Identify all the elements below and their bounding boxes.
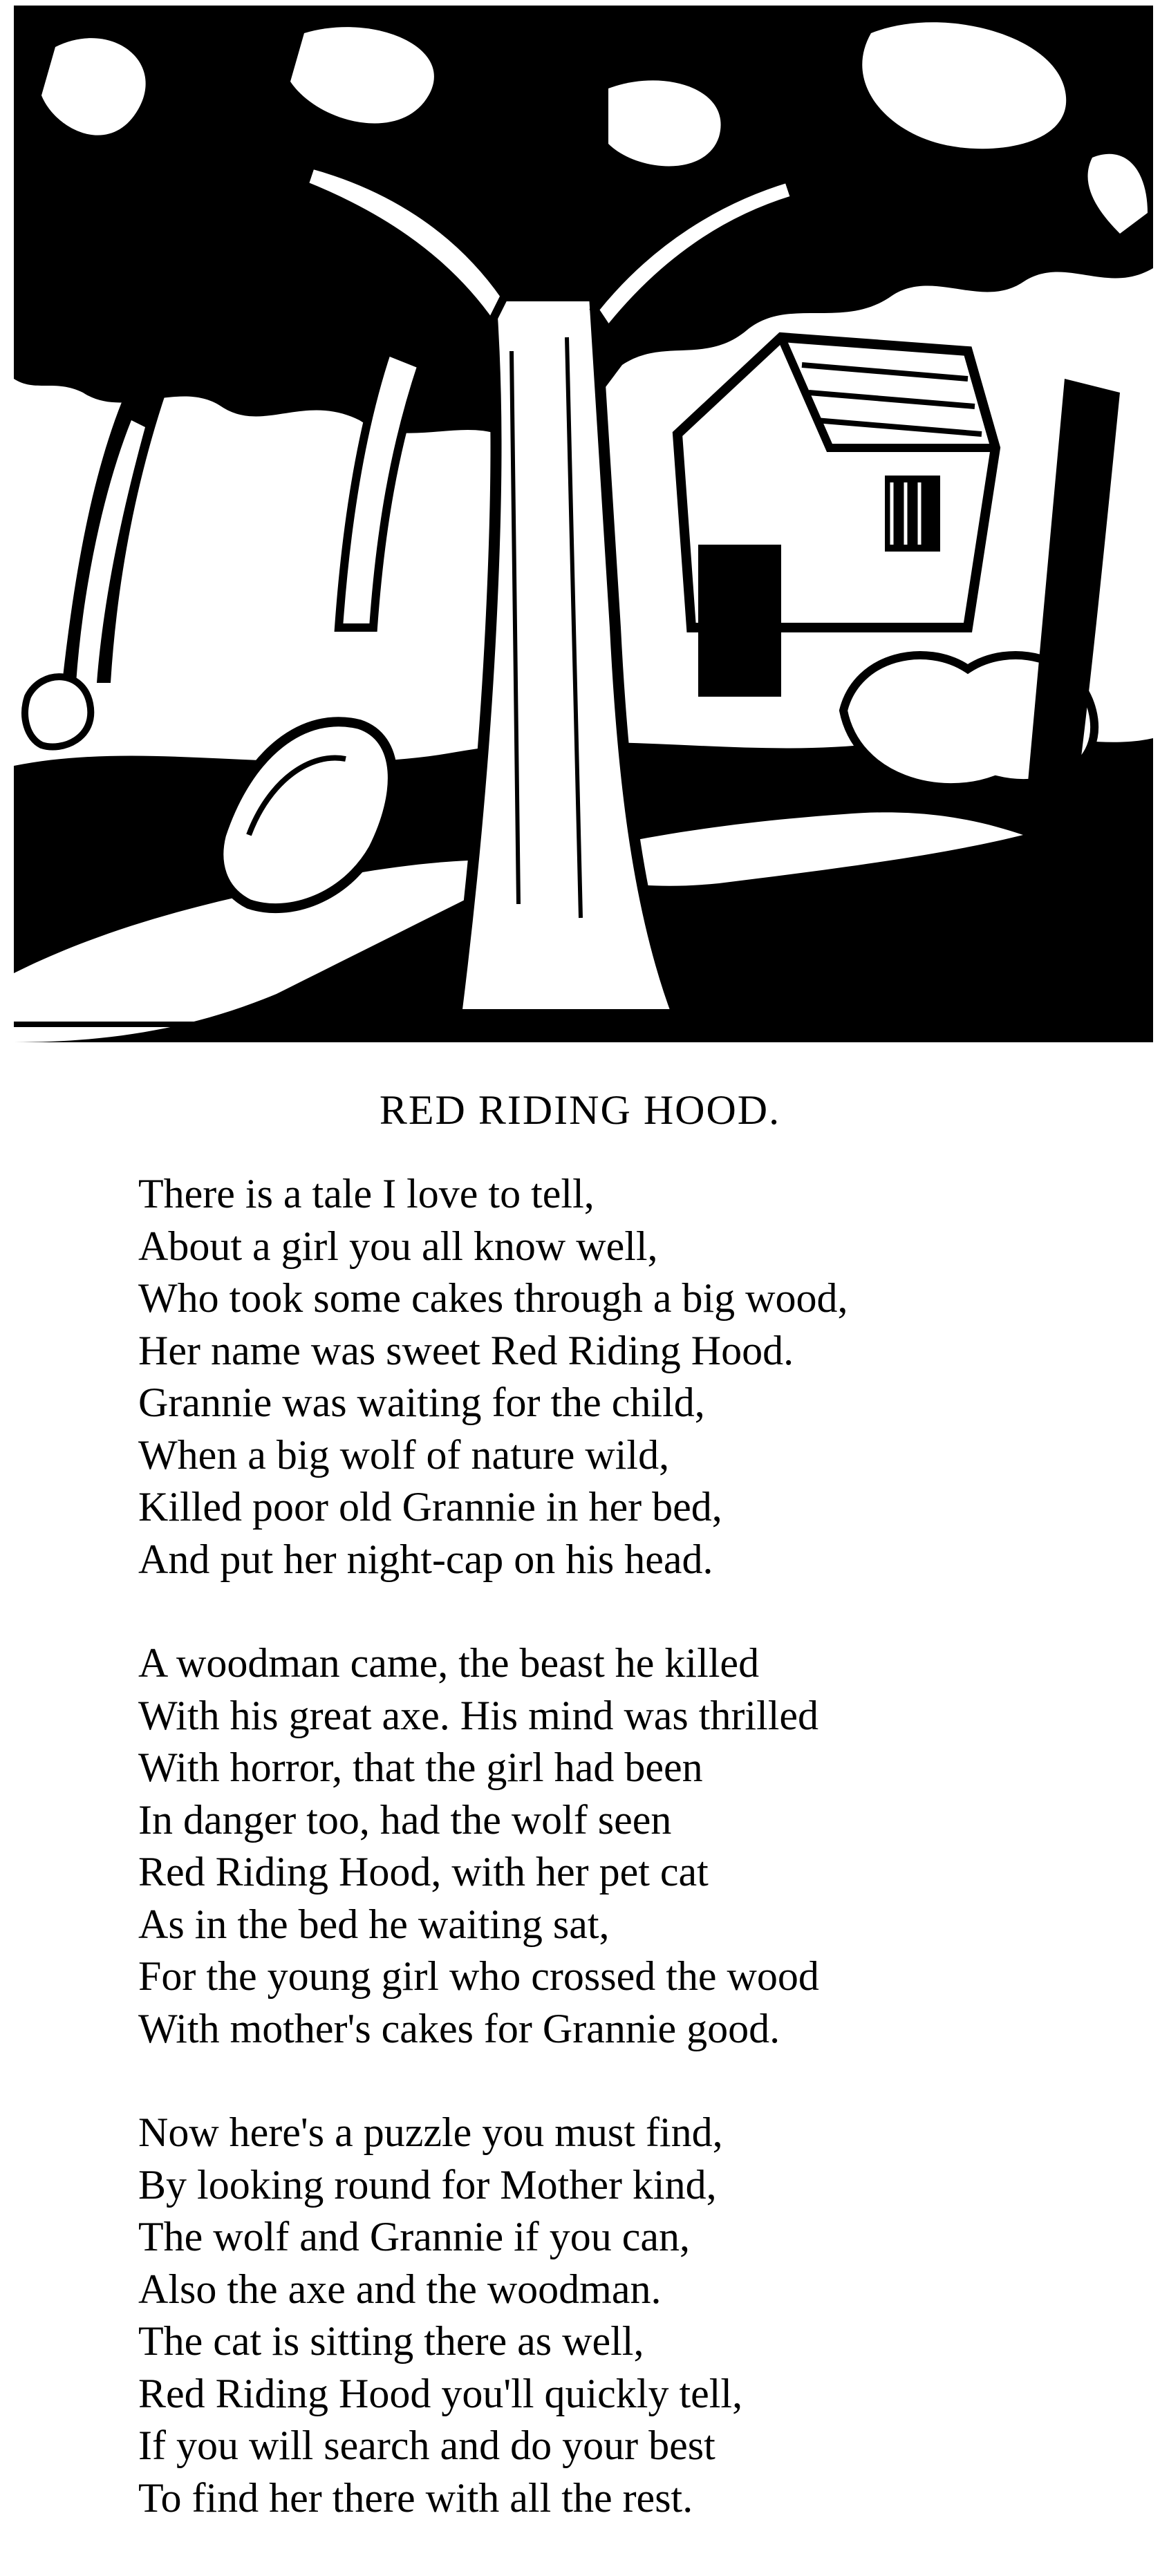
stanza-1 <box>138 1168 1154 1586</box>
poem-line: The cat is sitting there as well, <box>138 2318 644 2364</box>
artist-monogram: LB <box>1092 961 1152 1010</box>
poem-line: In danger too, had the wolf seen <box>138 1796 672 1843</box>
poem-line: To find her there with all the rest. <box>138 2474 693 2521</box>
poem-line: With horror, that the girl had been <box>138 1745 703 1790</box>
stanza-2 <box>138 1637 1154 2055</box>
poem-line: Also the axe and the woodman. <box>138 2266 662 2312</box>
poem-line: Who took some cakes through a big wood, <box>138 1275 848 1321</box>
poem-line: About a girl you all know well, <box>138 1223 658 1269</box>
poem-line: When a big wolf of nature wild, <box>138 1431 670 1478</box>
poem-line: Grannie was waiting for the child, <box>138 1380 705 1425</box>
poem-line: Her name was sweet Red Riding Hood. <box>138 1327 794 1373</box>
poem-line: There is a tale I love to tell, <box>138 1171 595 1216</box>
poem-line: As in the bed he waiting sat, <box>138 1901 610 1947</box>
poem-line: By looking round for Mother kind, <box>138 2161 717 2208</box>
poem-line: And put her night-cap on his head. <box>138 1536 713 1582</box>
poem-line: A woodman came, the beast he killed <box>138 1640 760 1686</box>
stanza-3 <box>138 2107 1154 2524</box>
poem-line: Killed poor old Grannie in her bed, <box>138 1484 722 1530</box>
poem-line: With mother's cakes for Grannie good. <box>138 2005 780 2051</box>
poem-line: For the young girl who crossed the wood <box>138 1953 819 1999</box>
poem-line: Red Riding Hood you'll quickly tell, <box>138 2370 743 2416</box>
woodcut-illustration <box>14 6 1153 1042</box>
poem-line: With his great axe. His mind was thrilled <box>138 1692 819 1738</box>
poem-line: Now here's a puzzle you must find, <box>138 2109 723 2155</box>
poem-title: RED RIDING HOOD. <box>379 1087 781 1133</box>
poem-line: Red Riding Hood, with her pet cat <box>138 1849 709 1895</box>
forest-cottage-scene <box>14 6 1153 1042</box>
poem-body <box>138 1168 1154 2576</box>
poem-line: If you will search and do your best <box>138 2423 715 2468</box>
poem-line: The wolf and Grannie if you can, <box>138 2214 691 2259</box>
